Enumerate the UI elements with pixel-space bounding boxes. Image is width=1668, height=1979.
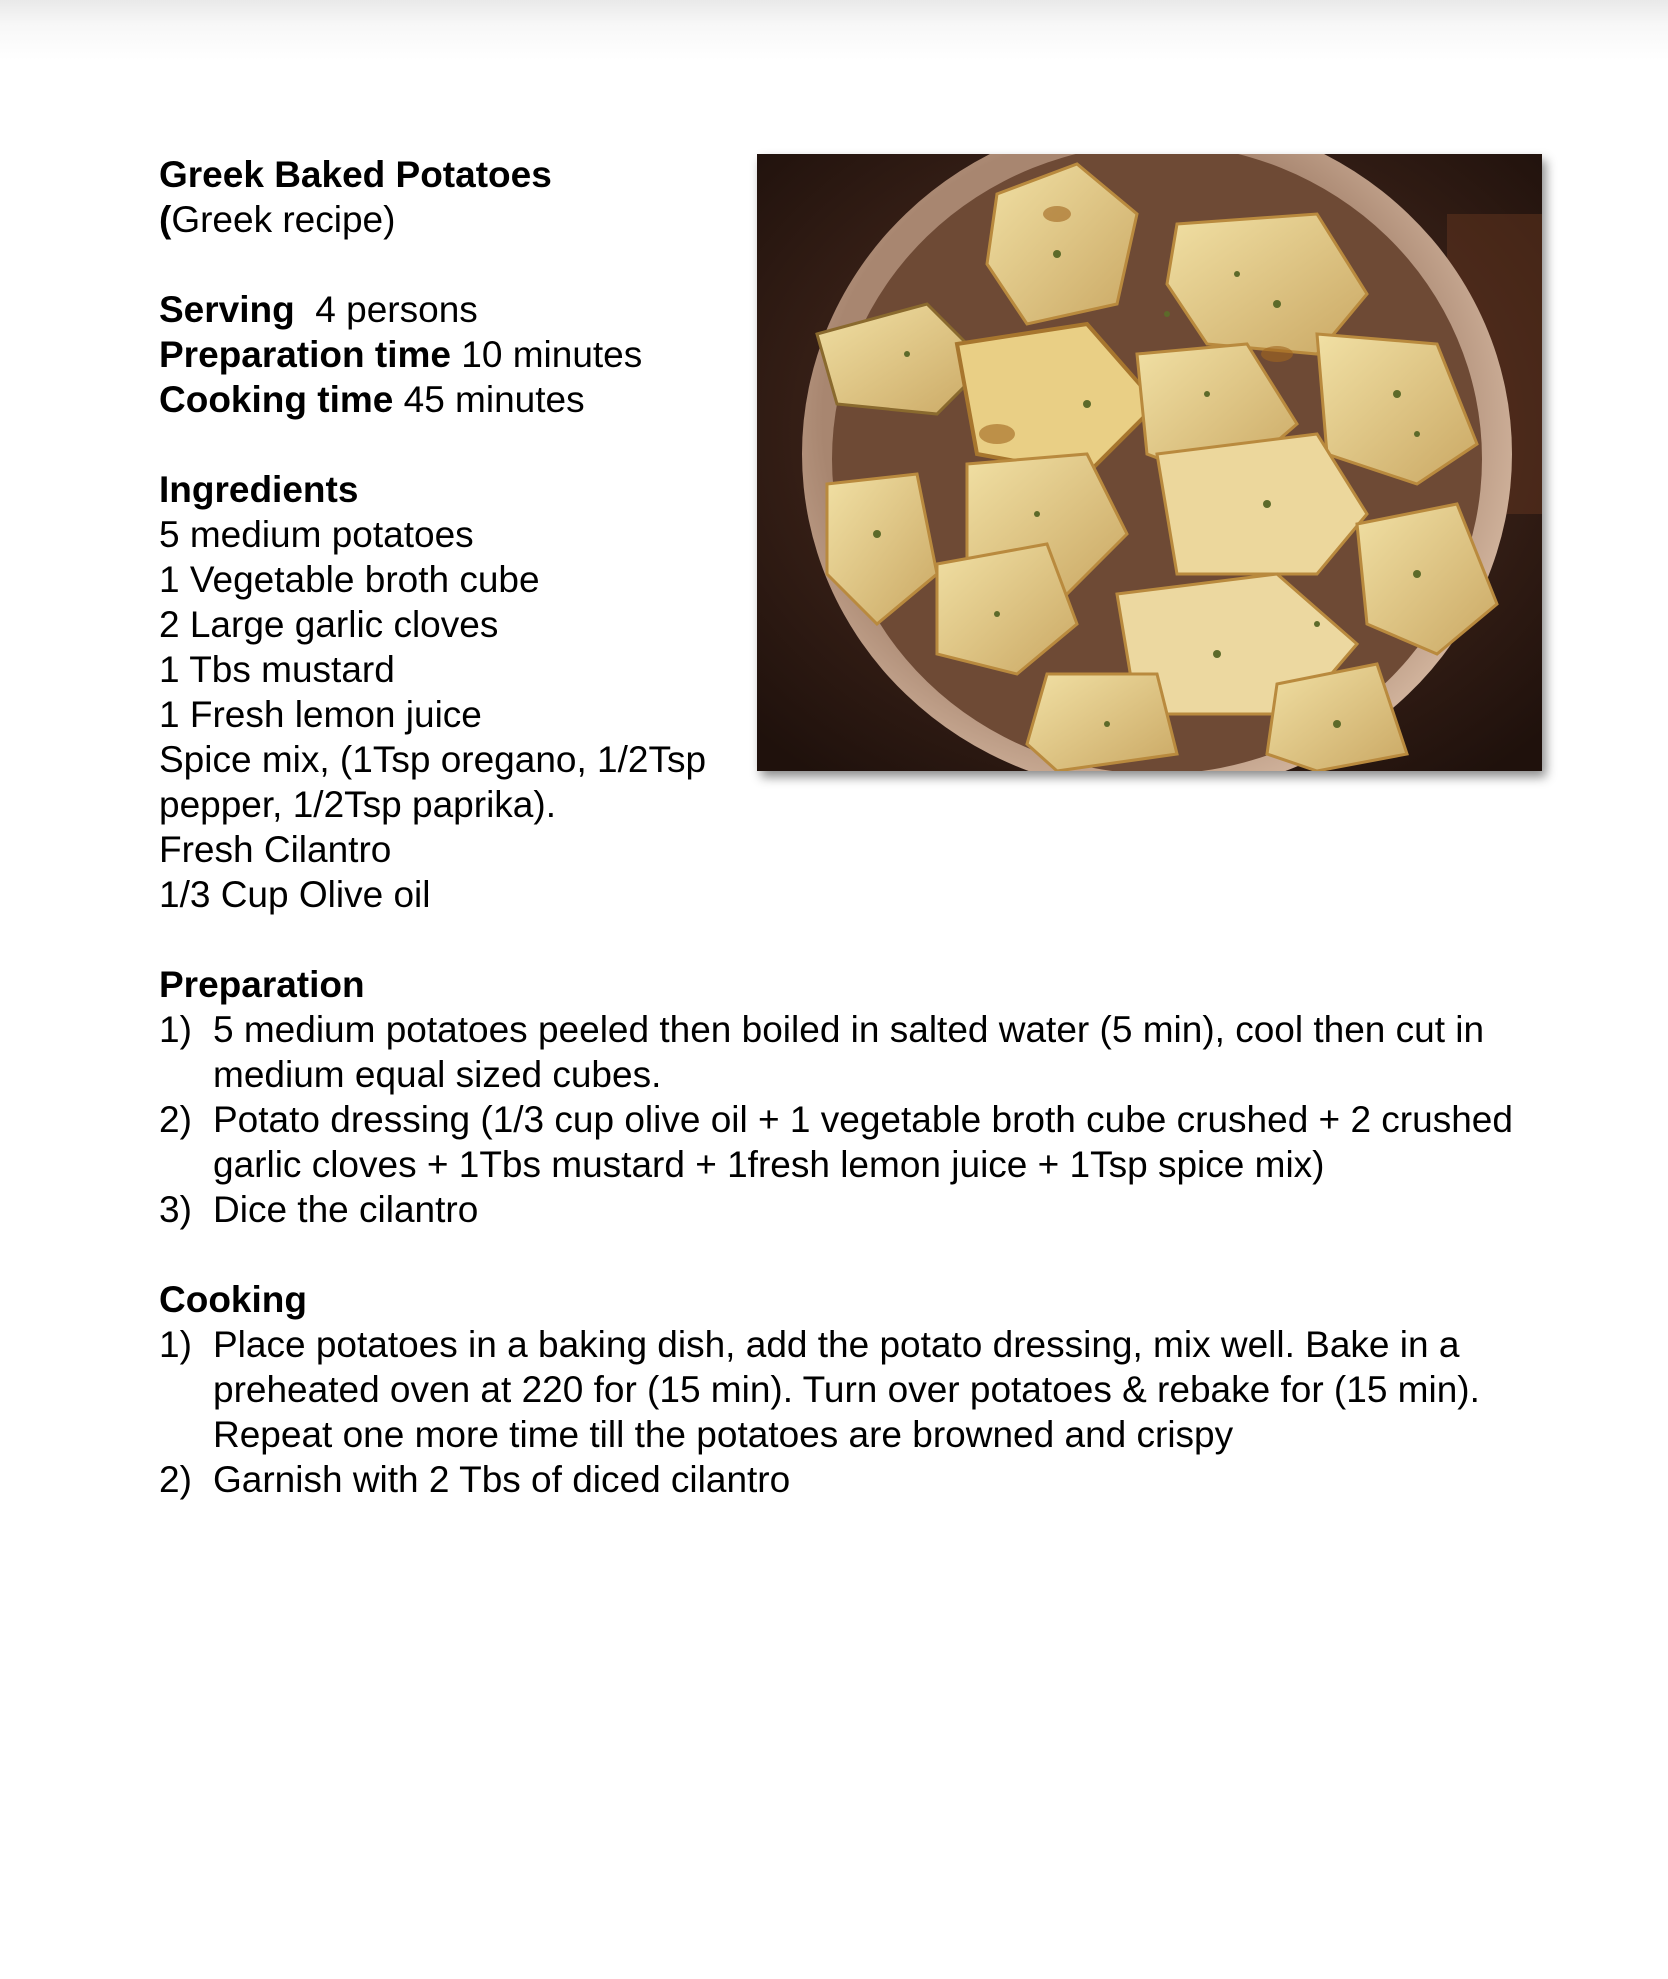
prep-time-value: 10 minutes — [450, 334, 643, 375]
preparation-step — [159, 1097, 1559, 1187]
ingredient-item: 2 Large garlic cloves — [159, 604, 499, 645]
cook-time-label: Cooking time — [159, 379, 394, 420]
ingredient-item: 1 Fresh lemon juice — [159, 694, 482, 735]
ingredients-heading: Ingredients — [159, 469, 359, 510]
ingredient-item: 1 Tbs mustard — [159, 649, 395, 690]
step-number: 3) — [159, 1189, 192, 1230]
preparation-step — [159, 1187, 1559, 1232]
step-number: 1) — [159, 1009, 192, 1050]
cooking-heading: Cooking — [159, 1279, 307, 1320]
step-text: Garnish with 2 Tbs of diced cilantro — [213, 1459, 791, 1500]
step-number: 2) — [159, 1099, 192, 1140]
step-text: Place potatoes in a baking dish, add the potato dressing, mix well. Bake in a preheated oven at 220 for (15 min). Turn over potatoes & rebake for (15 min). Repeat one more time till the potatoes are browned and crispy — [213, 1324, 1480, 1455]
cook-time-row — [159, 377, 719, 422]
prep-time-row — [159, 332, 719, 377]
recipe-title: Greek Baked Potatoes — [159, 154, 552, 195]
ingredient-item: 5 medium potatoes — [159, 514, 474, 555]
recipe-header — [159, 152, 719, 917]
prep-time-label: Preparation time — [159, 334, 451, 375]
step-number: 1) — [159, 1324, 192, 1365]
preparation-step — [159, 1007, 1559, 1097]
ingredient-item: Spice mix, (1Tsp oregano, 1/2Tsp — [159, 739, 707, 780]
cooking-step — [159, 1457, 1559, 1502]
ingredient-item: Fresh Cilantro — [159, 829, 392, 870]
subtitle-text: Greek recipe) — [171, 199, 396, 240]
recipe-subtitle — [159, 197, 719, 242]
ingredient-item: 1 Vegetable broth cube — [159, 559, 540, 600]
top-shadow — [0, 0, 1668, 60]
potato-bowl-illustration — [757, 154, 1542, 771]
subtitle-open-paren: ( — [159, 199, 172, 240]
ingredient-item: 1/3 Cup Olive oil — [159, 874, 431, 915]
serving-row — [159, 287, 719, 332]
step-number: 2) — [159, 1459, 192, 1500]
preparation-steps — [159, 1007, 1559, 1232]
cook-time-value: 45 minutes — [393, 379, 585, 420]
cooking-step — [159, 1322, 1559, 1457]
ingredients-list — [159, 512, 719, 917]
step-text: Potato dressing (1/3 cup olive oil + 1 vegetable broth cube crushed + 2 crushed garlic cloves + 1Tbs mustard + 1fresh lemon juice + 1Tsp spice mix) — [213, 1099, 1513, 1185]
cooking-steps — [159, 1322, 1559, 1502]
serving-value: 4 persons — [294, 289, 478, 330]
step-text: Dice the cilantro — [213, 1189, 479, 1230]
baked-potatoes-photo — [757, 154, 1542, 771]
preparation-heading: Preparation — [159, 964, 365, 1005]
step-text: 5 medium potatoes peeled then boiled in salted water (5 min), cool then cut in medium equal sized cubes. — [213, 1009, 1485, 1095]
serving-label: Serving — [159, 289, 295, 330]
ingredient-item: pepper, 1/2Tsp paprika). — [159, 784, 556, 825]
